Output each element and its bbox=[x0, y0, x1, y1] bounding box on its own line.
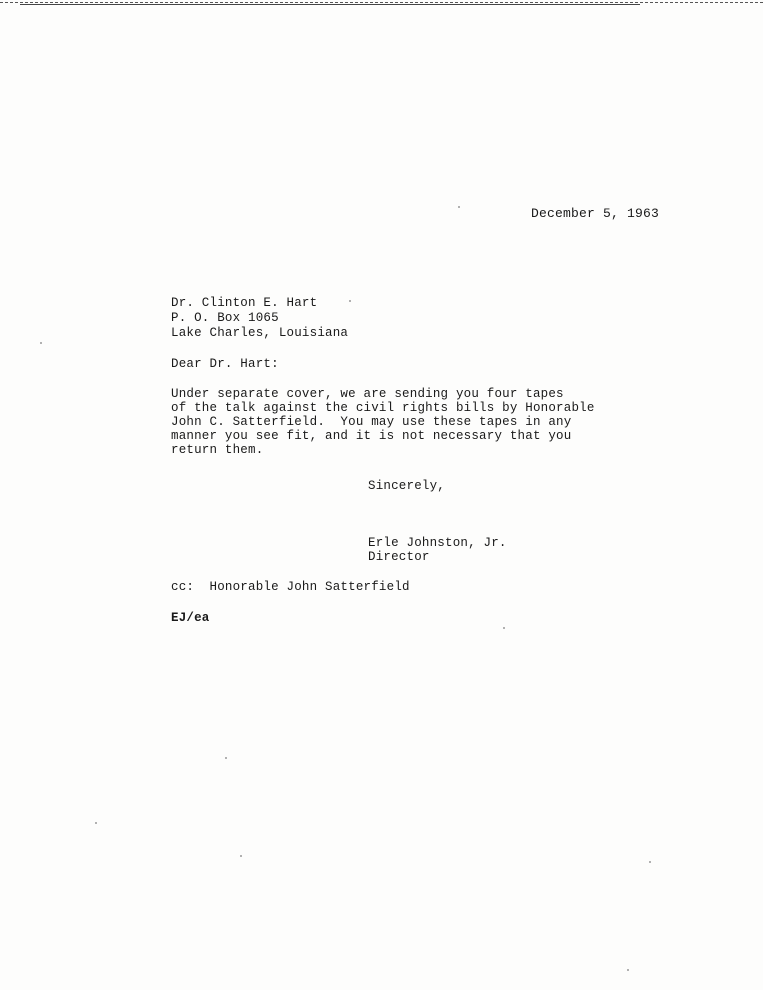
body-line-2: of the talk against the civil rights bills by Honorable bbox=[171, 401, 595, 415]
body-line-4: manner you see fit, and it is not necessary that you bbox=[171, 429, 572, 443]
scan-speck bbox=[349, 300, 351, 302]
scan-speck bbox=[225, 757, 227, 759]
top-edge-rule bbox=[0, 2, 763, 3]
scan-speck bbox=[649, 861, 651, 863]
closing: Sincerely, bbox=[368, 479, 446, 493]
recipient-city: Lake Charles, Louisiana bbox=[171, 326, 349, 340]
salutation: Dear Dr. Hart: bbox=[171, 357, 279, 371]
scan-speck bbox=[503, 627, 505, 629]
recipient-box: P. O. Box 1065 bbox=[171, 311, 279, 325]
body-line-3: John C. Satterfield. You may use these tapes in any bbox=[171, 415, 572, 429]
scan-speck bbox=[458, 206, 460, 208]
body-line-5: return them. bbox=[171, 443, 264, 457]
signature-title: Director bbox=[368, 550, 430, 564]
body-line-1: Under separate cover, we are sending you four tapes bbox=[171, 387, 564, 401]
typist-initials: EJ/ea bbox=[171, 611, 210, 625]
recipient-name: Dr. Clinton E. Hart bbox=[171, 296, 318, 310]
scan-speck bbox=[40, 342, 42, 344]
scan-speck bbox=[240, 855, 242, 857]
cc-line: cc: Honorable John Satterfield bbox=[171, 580, 410, 594]
signature-name: Erle Johnston, Jr. bbox=[368, 536, 507, 550]
top-edge-line bbox=[20, 4, 640, 5]
scan-speck bbox=[627, 969, 629, 971]
scan-speck bbox=[95, 822, 97, 824]
letter-date: December 5, 1963 bbox=[531, 206, 660, 221]
